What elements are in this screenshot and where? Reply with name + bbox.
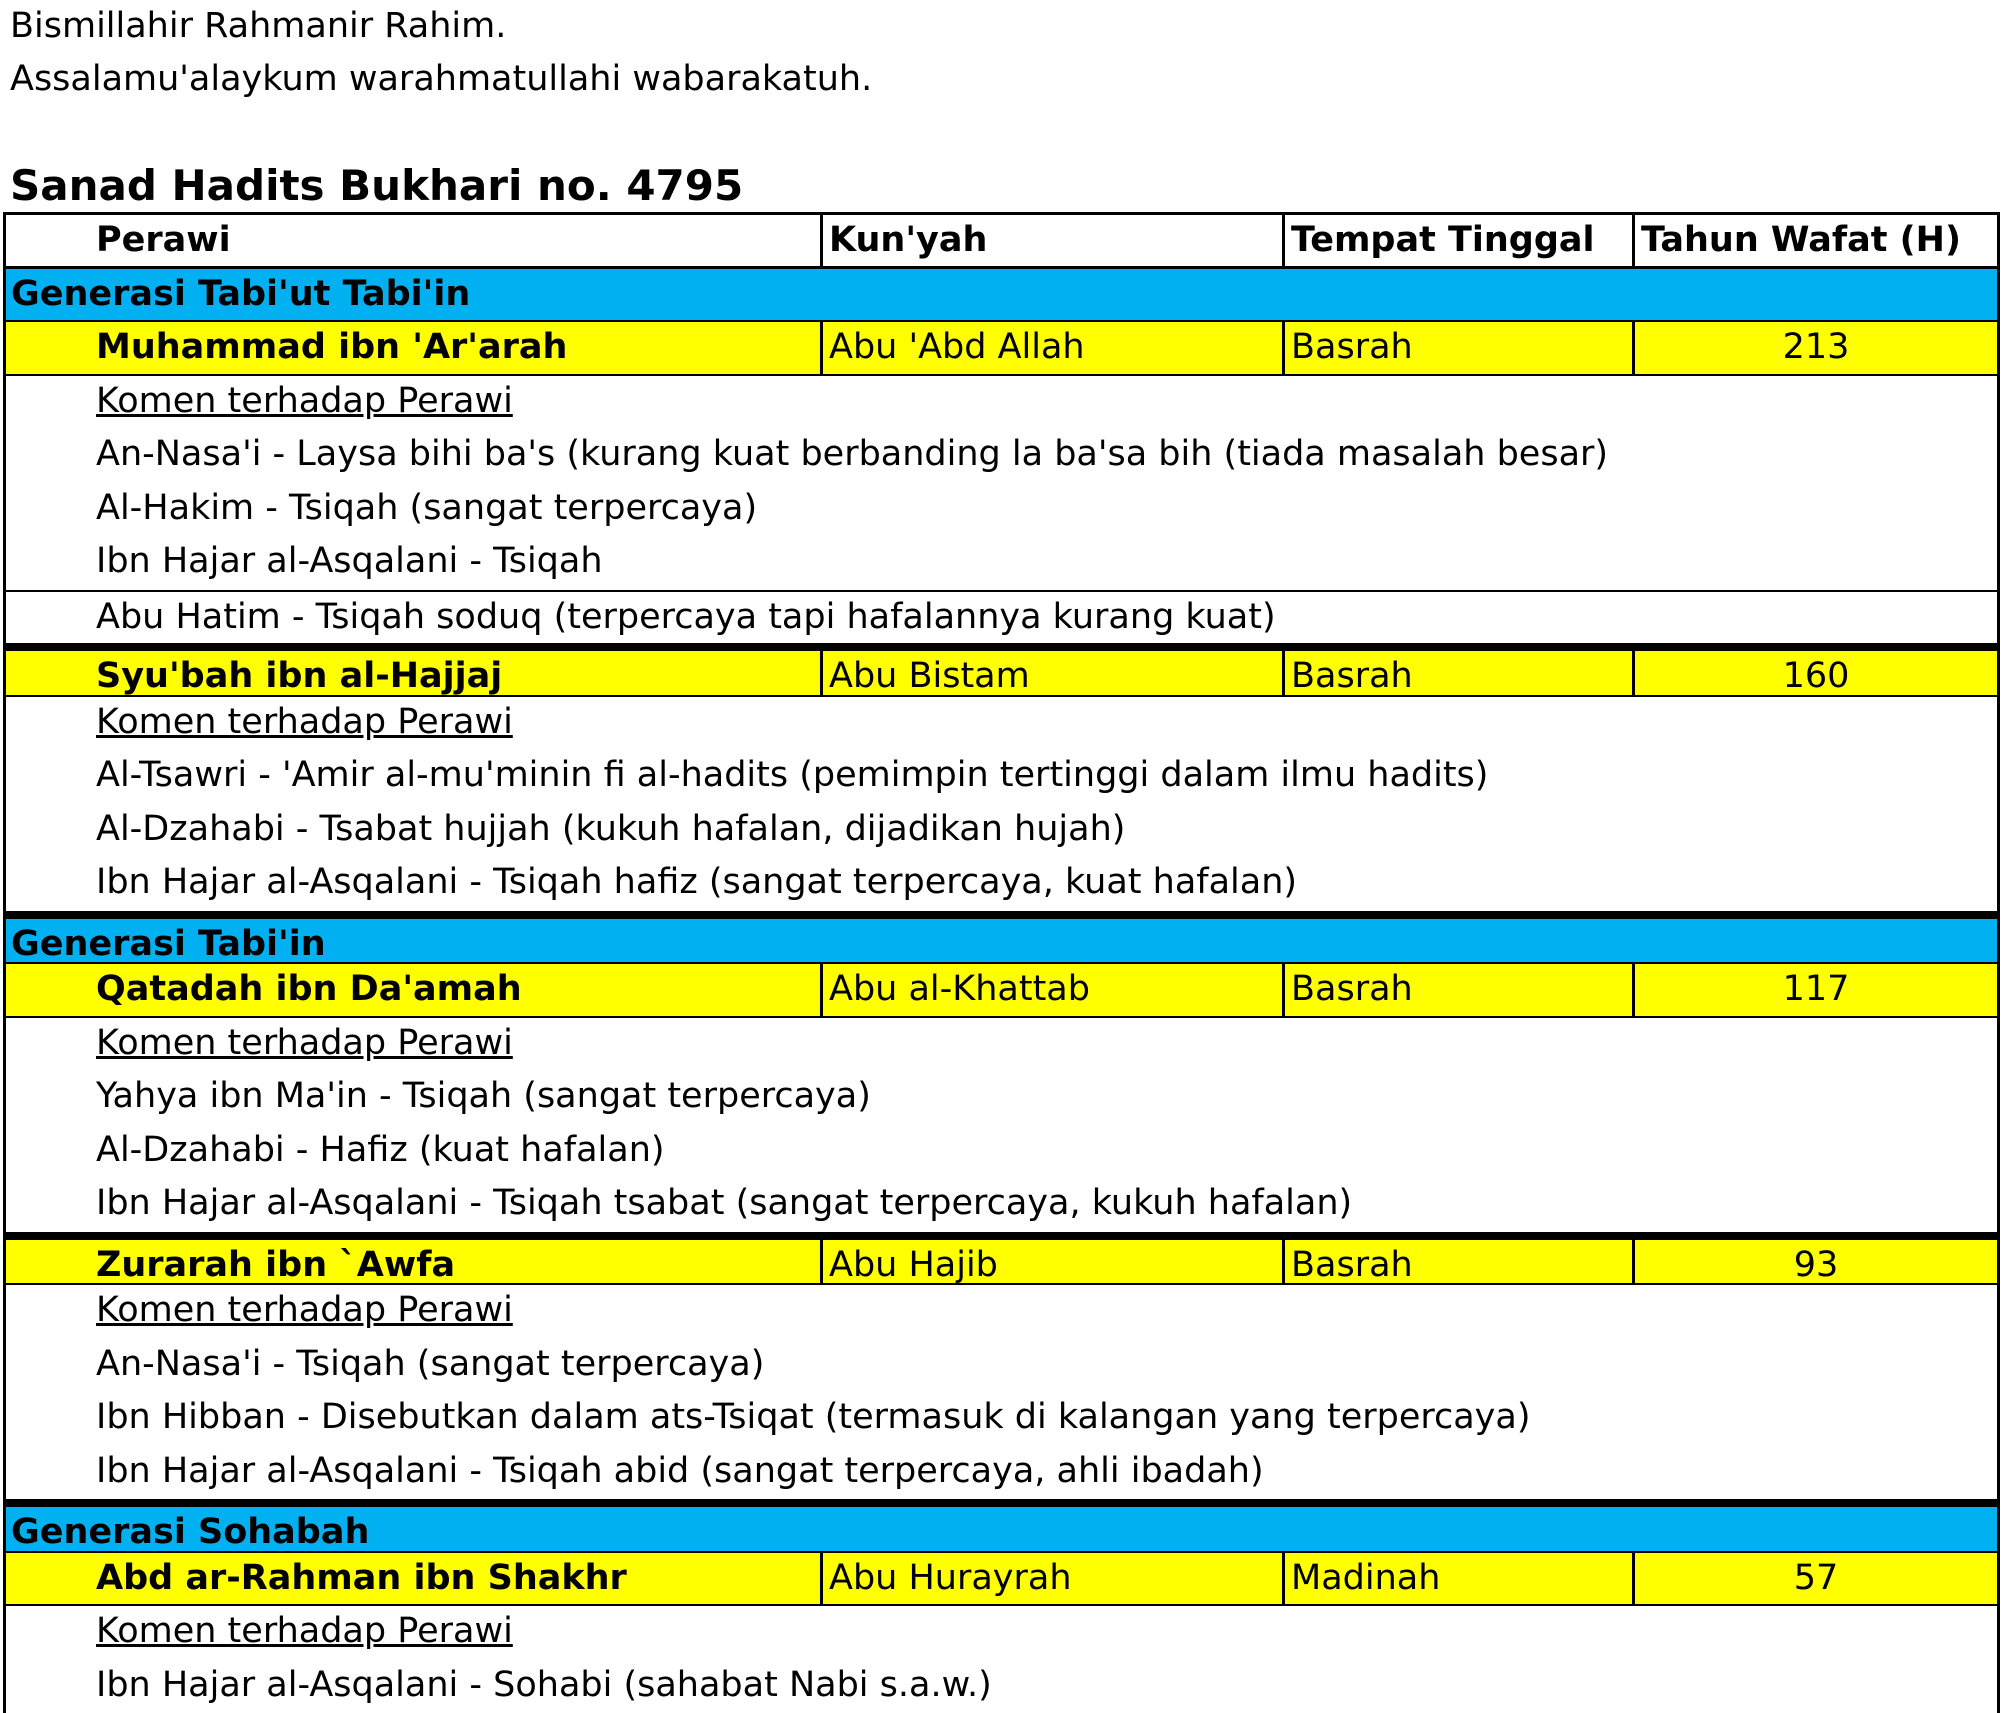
comment-row: [6, 857, 1997, 911]
narrator-kunyah: Abu 'Abd Allah: [820, 322, 1282, 374]
generation-row: [6, 269, 1997, 323]
comment-row: [6, 590, 1997, 644]
narrator-residence: Basrah: [1282, 322, 1632, 374]
comment-row: [6, 536, 1997, 590]
comment-text: Abu Hatim - Tsiqah soduq (terpercaya tapi hafalannya kurang kuat): [6, 592, 1276, 644]
generation-label: Generasi Sohabah: [6, 1507, 369, 1551]
header-perawi: Perawi: [6, 215, 820, 266]
comment-row: [6, 1125, 1997, 1179]
narrator-name: Qatadah ibn Da'amah: [6, 964, 820, 1016]
narrator-death-year: 160: [1632, 651, 1997, 695]
comment-text: Ibn Hajar al-Asqalani - Tsiqah hafiz (sangat terpercaya, kuat hafalan): [6, 857, 1297, 911]
comment-text: An-Nasa'i - Laysa bihi ba's (kurang kuat berbanding la ba'sa bih (tiada masalah besar): [6, 429, 1608, 483]
narrator-residence: Basrah: [1282, 1240, 1632, 1284]
comment-heading: Komen terhadap Perawi: [96, 1290, 513, 1330]
comment-heading: Komen terhadap Perawi: [96, 1611, 513, 1651]
comment-text: Al-Tsawri - 'Amir al-mu'minin fi al-hadits (pemimpin tertinggi dalam ilmu hadits): [6, 750, 1488, 804]
comment-text: Yahya ibn Ma'in - Tsiqah (sangat terpercaya): [6, 1071, 871, 1125]
narrator-kunyah: Abu Hurayrah: [820, 1553, 1282, 1605]
comment-heading-row: [6, 1018, 1997, 1072]
narrator-row: [6, 964, 1997, 1018]
comment-heading-row: [6, 1606, 1997, 1660]
comment-row: [6, 750, 1997, 804]
comment-text: Al-Hakim - Tsiqah (sangat terpercaya): [6, 483, 757, 537]
comment-row: [6, 1660, 1997, 1713]
greeting-line-2: Assalamu'alaykum warahmatullahi wabarakatuh.: [10, 53, 872, 106]
generation-row: [6, 911, 1997, 965]
narrator-death-year: 57: [1632, 1553, 1997, 1605]
narrator-death-year: 213: [1632, 322, 1997, 374]
comment-heading-row: [6, 697, 1997, 751]
generation-label: Generasi Tabi'ut Tabi'in: [6, 269, 470, 321]
generation-label: Generasi Tabi'in: [6, 919, 326, 963]
header-tahun-wafat: Tahun Wafat (H): [1632, 215, 1997, 266]
header-kunyah: Kun'yah: [820, 215, 1282, 266]
comment-row: [6, 1071, 1997, 1125]
comment-heading-row: [6, 376, 1997, 430]
narrator-residence: Basrah: [1282, 651, 1632, 695]
narrator-name: Syu'bah ibn al-Hajjaj: [6, 651, 820, 695]
narrator-death-year: 117: [1632, 964, 1997, 1016]
sanad-table: [3, 212, 2000, 1713]
narrator-kunyah: Abu Bistam: [820, 651, 1282, 695]
comment-row: [6, 1392, 1997, 1446]
greeting-line-1: Bismillahir Rahmanir Rahim.: [10, 0, 506, 53]
generation-row: [6, 1499, 1997, 1553]
narrator-residence: Madinah: [1282, 1553, 1632, 1605]
comment-heading: Komen terhadap Perawi: [96, 702, 513, 742]
narrator-death-year: 93: [1632, 1240, 1997, 1284]
comment-row: [6, 1446, 1997, 1500]
comment-row: [6, 1339, 1997, 1393]
narrator-name: Muhammad ibn 'Ar'arah: [6, 322, 820, 374]
header-tempat-tinggal: Tempat Tinggal: [1282, 215, 1632, 266]
comment-text: Ibn Hajar al-Asqalani - Tsiqah: [6, 536, 603, 590]
comment-heading: Komen terhadap Perawi: [96, 381, 513, 421]
narrator-row: [6, 1232, 1997, 1286]
comment-text: Al-Dzahabi - Hafiz (kuat hafalan): [6, 1125, 665, 1179]
narrator-name: Abd ar-Rahman ibn Shakhr: [6, 1553, 820, 1605]
comment-text: Ibn Hibban - Disebutkan dalam ats-Tsiqat (termasuk di kalangan yang terpercaya): [6, 1392, 1531, 1446]
comment-heading-row: [6, 1285, 1997, 1339]
comment-text: Ibn Hajar al-Asqalani - Tsiqah abid (sangat terpercaya, ahli ibadah): [6, 1446, 1264, 1500]
narrator-row: [6, 643, 1997, 697]
comment-row: [6, 429, 1997, 483]
comment-row: [6, 1178, 1997, 1232]
narrator-name: Zurarah ibn `Awfa: [6, 1240, 820, 1284]
comment-heading: Komen terhadap Perawi: [96, 1023, 513, 1063]
comment-row: [6, 483, 1997, 537]
comment-text: Ibn Hajar al-Asqalani - Tsiqah tsabat (sangat terpercaya, kukuh hafalan): [6, 1178, 1352, 1232]
table-header-row: [6, 215, 1997, 269]
comment-text: Ibn Hajar al-Asqalani - Sohabi (sahabat Nabi s.a.w.): [6, 1660, 992, 1713]
narrator-residence: Basrah: [1282, 964, 1632, 1016]
page-title: Sanad Hadits Bukhari no. 4795: [10, 159, 743, 212]
narrator-row: [6, 1553, 1997, 1607]
narrator-kunyah: Abu Hajib: [820, 1240, 1282, 1284]
narrator-row: [6, 322, 1997, 376]
comment-text: Al-Dzahabi - Tsabat hujjah (kukuh hafalan, dijadikan hujah): [6, 804, 1125, 858]
comment-row: [6, 804, 1997, 858]
narrator-kunyah: Abu al-Khattab: [820, 964, 1282, 1016]
comment-text: An-Nasa'i - Tsiqah (sangat terpercaya): [6, 1339, 764, 1393]
